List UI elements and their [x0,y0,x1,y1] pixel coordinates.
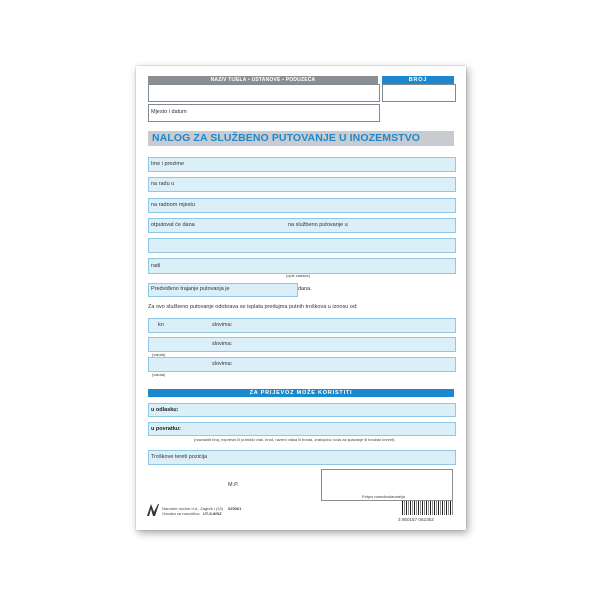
departure-label: otputovat će dana [151,222,195,228]
trip-destination-label: na službeno putovanje u [288,222,348,228]
return-transport-field[interactable] [148,422,456,436]
order-code: UT-II-8/NZ [203,511,222,516]
transport-header: ZA PRIJEVOZ MOŽE KORISTITI [148,389,454,397]
advance-kn-field[interactable] [148,318,456,333]
currency-label-2: (valuta) [152,372,166,377]
number-header: BROJ [382,76,454,84]
place-date-label: Mjesto i datum [151,109,187,115]
in-words-label-3: slovima: [212,361,233,367]
barcode-number: 3 850157 062362 [398,517,434,522]
institution-header: NAZIV TIJELA • USTANOVE • PODUZEĆA [148,76,378,84]
form-number: 020061 [228,506,242,511]
position-label: na radnom mjestu [151,202,196,208]
duration-suffix: dana. [298,286,312,292]
signature-label: Potpis naredbodavatelja [362,494,405,499]
mp-label: M.P. [228,482,239,488]
form-sheet [136,66,466,530]
currency-kn-label: kn [158,322,164,328]
publisher-logo-icon [146,503,160,517]
advance-text: Za ovo službeno putovanje odobrava se isplata predujma putnih troškova u iznosu od: [148,304,358,310]
name-field[interactable] [148,157,456,172]
barcode [402,501,454,515]
publisher-line-1: Narodne novine d.d., Zagreb i (10) [162,506,224,511]
duration-label: Predviđeno trajanje putovanja je [151,286,230,292]
currency-label-1: (valuta) [152,352,166,357]
form-title: NALOG ZA SLUŽBENO PUTOVANJE U INOZEMSTVO [152,132,421,144]
return-transport-label: u povratku: [151,426,181,432]
name-label: Ime i prezime [151,161,185,167]
in-words-label-2: slovima: [212,341,233,347]
workplace-label: na radu u [151,181,175,187]
transport-note: (naznačiti broj, expresni ili putnički vlak, brod, razred vlaka ili broda, zrakoplov, kola za spavanje ili brodski krevet) [194,437,395,442]
purpose-note: (opis zadaće) [286,273,311,278]
publisher-line-2: Oznaka za narudžbu: [162,511,201,516]
number-field[interactable] [382,84,456,102]
departure-transport-field[interactable] [148,403,456,417]
purpose-label: radi [151,263,161,269]
expense-position-label: Troškove tereti pozicija [151,454,208,460]
advance-currency-field-1[interactable] [148,337,456,352]
institution-field[interactable] [148,84,380,102]
advance-currency-field-2[interactable] [148,357,456,372]
departure-transport-label: u odlasku: [151,407,179,413]
in-words-label-1: slovima: [212,322,233,328]
destination-field[interactable] [148,238,456,253]
purpose-field[interactable] [148,258,456,274]
workplace-field[interactable] [148,177,456,192]
